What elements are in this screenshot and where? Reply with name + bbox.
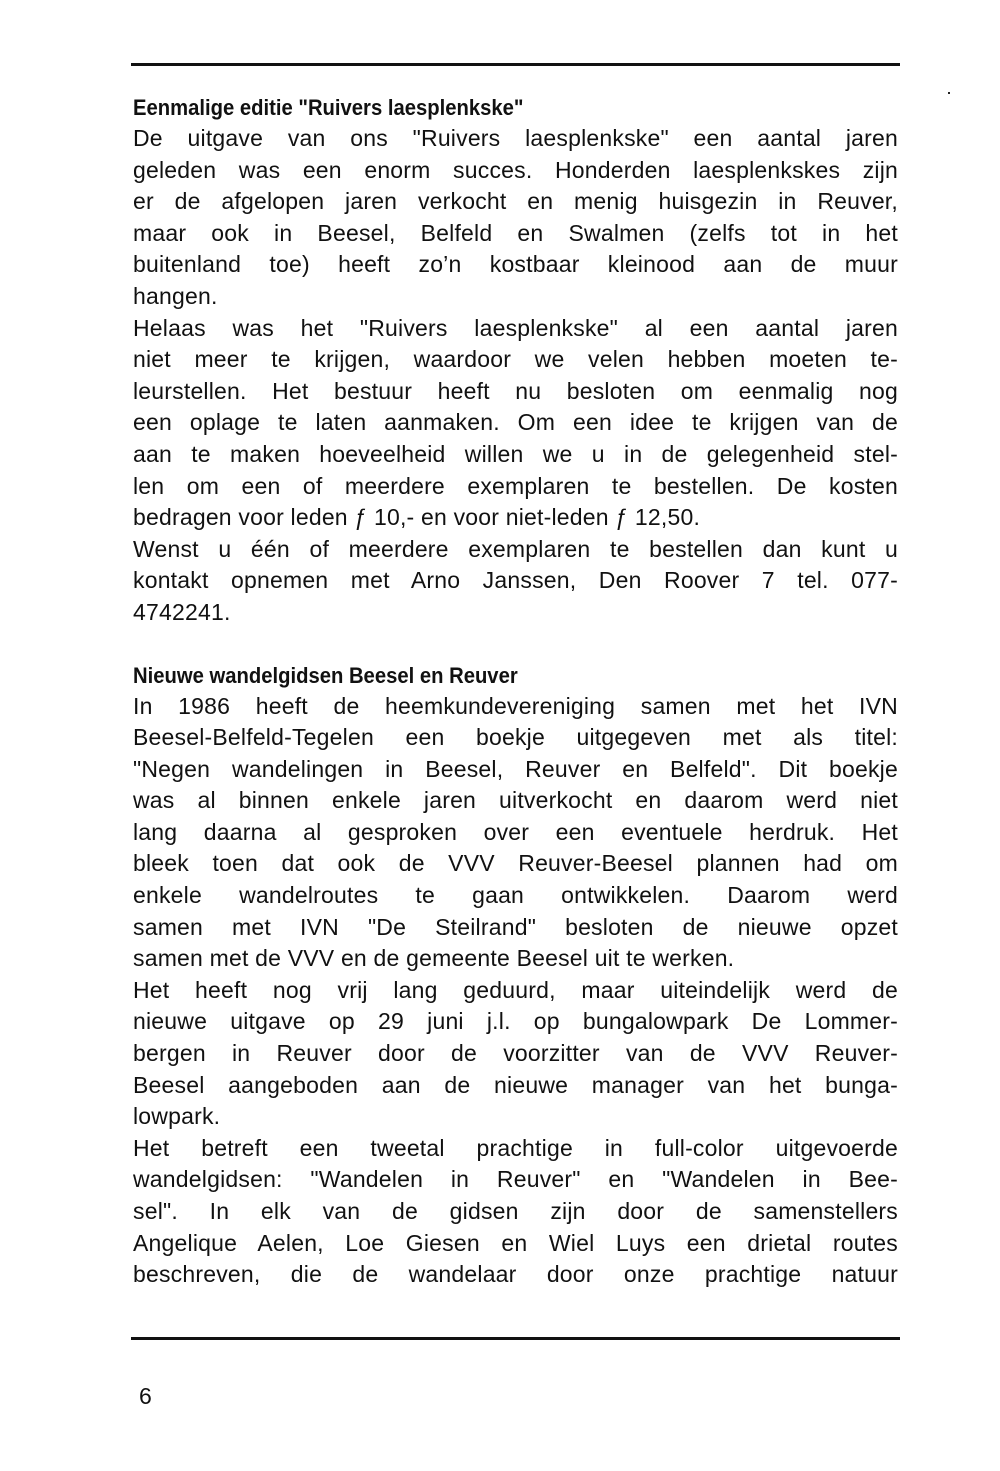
- section-heading: Nieuwe wandelgidsen Beesel en Reuver: [133, 662, 518, 688]
- text-line: geleden was een enorm succes. Honderden laesplenkskes zijn: [133, 156, 898, 183]
- document-body: [133, 92, 898, 1291]
- text-line: wandelgidsen: "Wandelen in Reuver" en "Wandelen in Bee-: [133, 1166, 898, 1193]
- text-line: Het betreft een tweetal prachtige in full-color uitgevoerde: [133, 1134, 898, 1161]
- text-line: sel". In elk van de gidsen zijn door de samenstellers: [133, 1198, 898, 1224]
- text-line: enkele wandelroutes te gaan ontwikkelen. Daarom werd: [133, 882, 898, 909]
- text-line: kontakt opnemen met Arno Janssen, Den Roover 7 tel. 077-: [133, 567, 898, 594]
- text-line: er de afgelopen jaren verkocht en menig huisgezin in Reuver,: [133, 188, 898, 215]
- text-line: "Negen wandelingen in Beesel, Reuver en Belfeld". Dit boekje: [133, 755, 898, 782]
- section-text: [133, 691, 898, 1291]
- text-line: samen met de VVV en de gemeente Beesel uit te werken.: [133, 945, 735, 972]
- text-line: Het heeft nog vrij lang geduurd, maar uiteindelijk werd de: [133, 976, 898, 1003]
- text-line: een oplage te laten aanmaken. Om een idee te krijgen van de: [133, 409, 898, 436]
- text-line: Beesel aangeboden aan de nieuwe manager van het bunga-: [133, 1071, 898, 1098]
- text-line: niet meer te krijgen, waardoor we velen hebben moeten te-: [133, 346, 898, 373]
- section-heading: Eenmalige editie "Ruivers laesplenkske": [133, 95, 524, 120]
- text-line: In 1986 heeft de heemkundevereniging samen met het IVN: [133, 692, 898, 719]
- text-line: 4742241.: [133, 598, 231, 625]
- section-eenmalige-editie: [133, 92, 898, 629]
- bottom-rule: [131, 1337, 900, 1340]
- text-line: bedragen voor leden ƒ 10,- en voor niet-leden ƒ 12,50.: [133, 504, 701, 531]
- text-line: maar ook in Beesel, Belfeld en Swalmen (zelfs tot in het: [133, 219, 898, 246]
- scan-speck: [948, 92, 950, 94]
- text-line: Beesel-Belfeld-Tegelen een boekje uitgegeven met als titel:: [133, 724, 898, 751]
- text-line: leurstellen. Het bestuur heeft nu besloten om eenmalig nog: [133, 377, 898, 404]
- section-text: [133, 123, 898, 629]
- text-line: buitenland toe) heeft zo’n kostbaar kleinood aan de muur: [133, 251, 898, 278]
- text-line: lang daarna al gesproken over een eventuele herdruk. Het: [133, 818, 898, 845]
- text-line: beschreven, die de wandelaar door onze prachtige natuur: [133, 1261, 898, 1288]
- text-line: hangen.: [133, 282, 218, 309]
- text-line: lowpark.: [133, 1103, 221, 1130]
- text-line: Wenst u één of meerdere exemplaren te bestellen dan kunt u: [133, 535, 898, 562]
- text-line: De uitgave van ons "Ruivers laesplenkske" een aantal jaren: [133, 125, 898, 151]
- page-number: 6: [139, 1383, 152, 1409]
- text-line: Angelique Aelen, Loe Giesen en Wiel Luys een drietal routes: [133, 1229, 898, 1256]
- top-rule: [131, 63, 900, 66]
- text-line: len om een of meerdere exemplaren te bestellen. De kosten: [133, 472, 898, 499]
- section-nieuwe-wandelgidsen: [133, 660, 898, 1291]
- text-line: samen met IVN "De Steilrand" besloten de nieuwe opzet: [133, 913, 898, 940]
- text-line: bergen in Reuver door de voorzitter van de VVV Reuver-: [133, 1040, 898, 1067]
- text-line: aan te maken hoeveelheid willen we u in de gelegenheid stel-: [133, 440, 898, 467]
- text-line: bleek toen dat ook de VVV Reuver-Beesel plannen had om: [133, 850, 898, 877]
- text-line: Helaas was het "Ruivers laesplenkske" al een aantal jaren: [133, 314, 898, 341]
- text-line: was al binnen enkele jaren uitverkocht en daarom werd niet: [133, 787, 898, 814]
- text-line: nieuwe uitgave op 29 juni j.l. op bungalowpark De Lommer-: [133, 1008, 898, 1035]
